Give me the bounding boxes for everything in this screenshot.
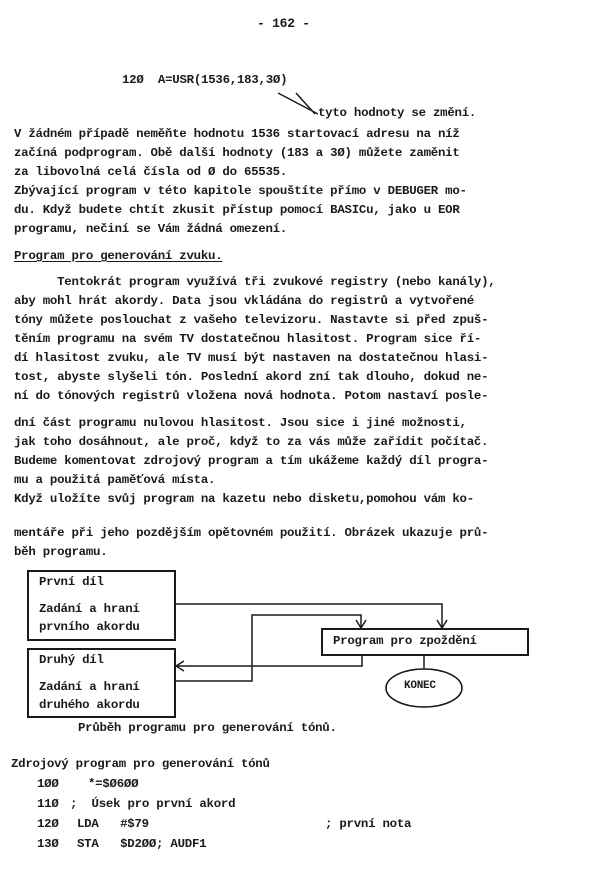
listing-title: Zdrojový program pro generování tónů	[11, 757, 270, 771]
text-line: programu, nečiní se Vám žádná omezení.	[14, 222, 288, 236]
listing-code: LDA #$79	[77, 817, 149, 831]
diagram-box-second-part	[27, 648, 176, 718]
diagram-end-node: KONEC	[404, 680, 436, 692]
listing-line-number: 12Ø	[37, 817, 59, 831]
box-text: druhého akordu	[39, 698, 140, 712]
text-line: tost, abyste slyšeli tón. Poslední akord zní tak dlouho, dokud ne-	[14, 370, 489, 384]
box-text: Zadání a hraní	[39, 680, 140, 694]
text-line: Zbývající program v této kapitole spouštíte přímo v DEBUGER mo-	[14, 184, 467, 198]
box-text: Zadání a hraní	[39, 602, 140, 616]
section-heading: Program pro generování zvuku.	[14, 249, 223, 263]
text-line: du. Když budete chtít zkusit přístup pomocí BASICu, jako u EOR	[14, 203, 460, 217]
text-line: V žádném případě neměňte hodnotu 1536 startovací adresu na níž	[14, 127, 460, 141]
text-line: aby mohl hrát akordy. Data jsou vkládána do registrů a vytvořené	[14, 294, 474, 308]
text-line: Budeme komentovat zdrojový program a tím ukážeme každý díl progra-	[14, 454, 489, 468]
text-line: dní část programu nulovou hlasitost. Jsou sice i jiné možnosti,	[14, 416, 467, 430]
box-title: Druhý díl	[39, 653, 104, 667]
text-line: jak toho dosáhnout, ale proč, když to za vás může zařídit počítač.	[14, 435, 489, 449]
text-line: běh programu.	[14, 545, 108, 559]
text-line: Když uložíte svůj program na kazetu nebo disketu,pomohou vám ko-	[14, 492, 474, 506]
diagram-box-first-part	[27, 570, 176, 641]
listing-line-number: 13Ø	[37, 837, 59, 851]
listing-code: *=$Ø6ØØ	[88, 777, 139, 791]
text-line: mentáře při jeho pozdějším opětovném použití. Obrázek ukazuje prů-	[14, 526, 489, 540]
listing-line-number: 11Ø	[37, 797, 59, 811]
listing-line-number: 1ØØ	[37, 777, 59, 791]
text-line: Tentokrát program využívá tři zvukové registry (nebo kanály),	[14, 275, 496, 289]
annotation-text: tyto hodnoty se změní.	[318, 106, 477, 120]
text-line: ní do tónových registrů vložena nová hodnota. Potom nastaví posle-	[14, 389, 489, 403]
text-line: dí hlasitost zvuku, ale TV musí být nastaven na dostatečnou hlasi-	[14, 351, 489, 365]
code-example-line: 12Ø A=USR(1536,183,3Ø)	[122, 73, 288, 87]
text-line: tóny můžete poslouchat z vašeho televizoru. Nastavte si před zpuš-	[14, 313, 489, 327]
page-number: - 162 -	[257, 16, 310, 31]
listing-comment: ; první nota	[325, 817, 412, 831]
listing-code: ; Úsek pro první akord	[70, 797, 236, 811]
text-line: začíná podprogram. Obě další hodnoty (183 a 3Ø) můžete zaměnit	[14, 146, 460, 160]
diagram-caption: Průběh programu pro generování tónů.	[78, 721, 337, 735]
text-line: mu a použitá paměťová místa.	[14, 473, 216, 487]
box-title: Program pro zpoždění	[333, 634, 477, 648]
box-text: prvního akordu	[39, 620, 140, 634]
diagram-box-delay	[321, 628, 529, 656]
text-line: těním programu na svém TV dostatečnou hlasitost. Program sice ří-	[14, 332, 482, 346]
text-line: za libovolná celá čísla od Ø do 65535.	[14, 165, 288, 179]
listing-code: STA $D2ØØ; AUDF1	[77, 837, 207, 851]
box-title: První díl	[39, 575, 104, 589]
